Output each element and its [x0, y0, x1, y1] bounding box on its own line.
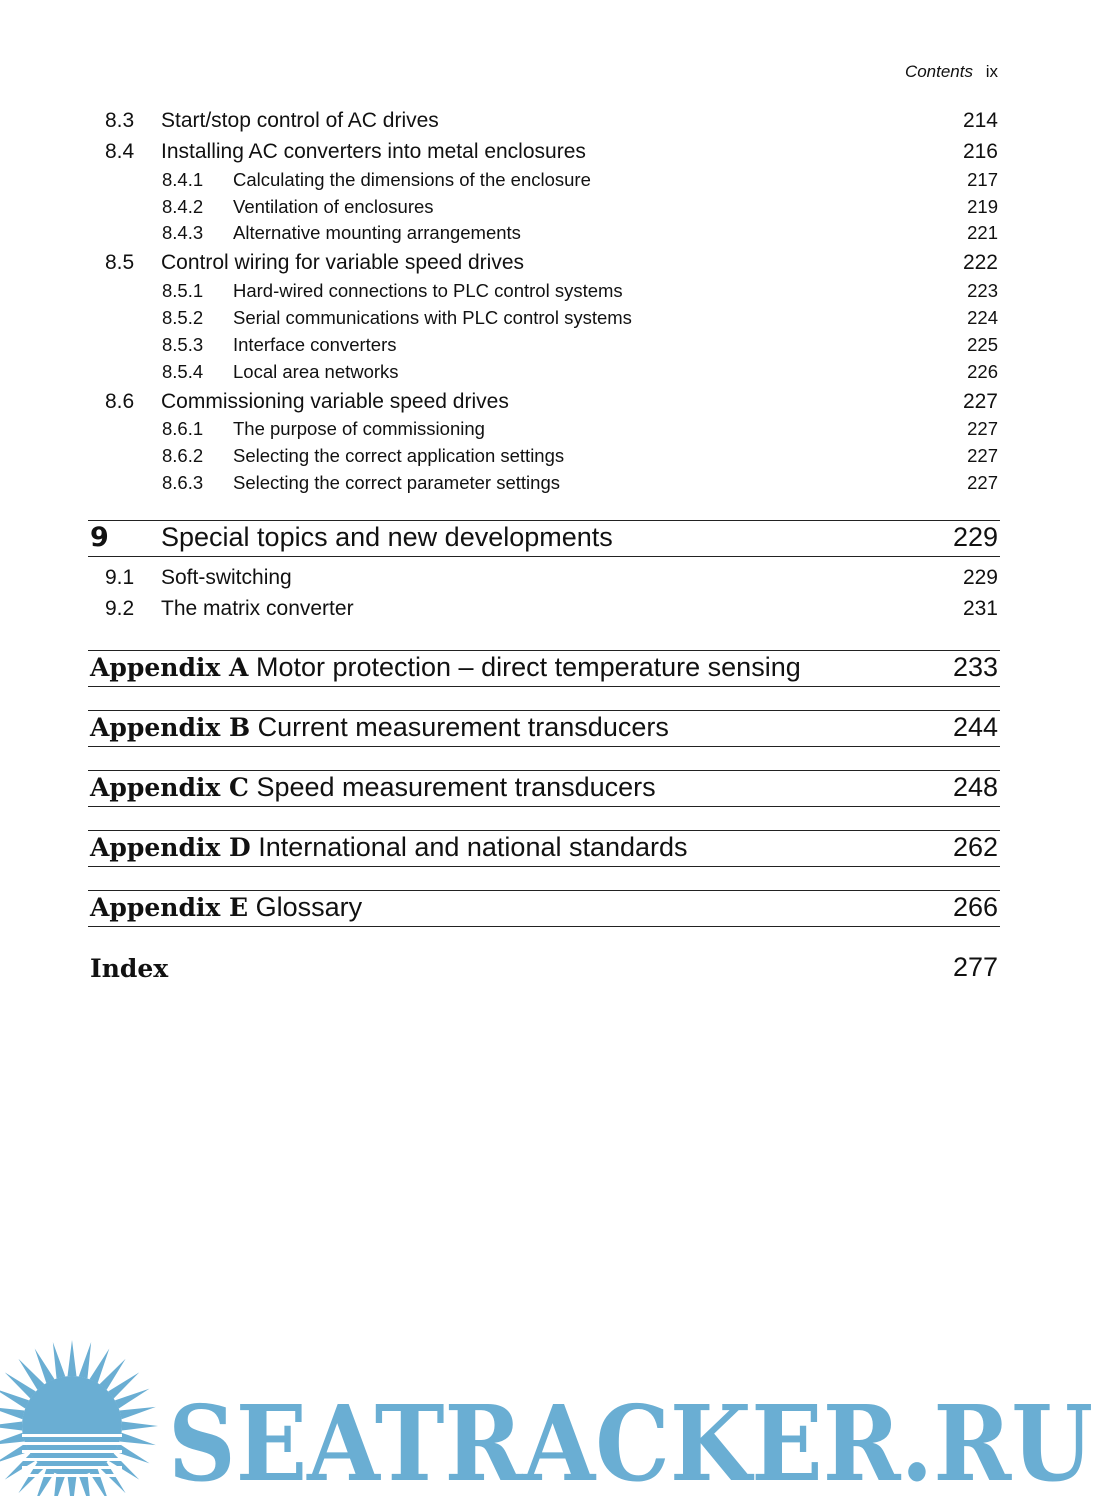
entry-page: 225 — [967, 333, 998, 355]
watermark — [0, 1330, 1106, 1496]
entry-page: 217 — [967, 168, 998, 190]
entry-title: Control wiring for variable speed drives — [161, 251, 524, 275]
toc-section-row[interactable] — [88, 108, 1000, 139]
appendix-heading[interactable] — [88, 710, 1000, 747]
toc-section-row[interactable] — [88, 565, 1000, 596]
entry-page: 216 — [962, 140, 998, 163]
chapter-page: 229 — [952, 521, 998, 552]
entry-title: Local area networks — [233, 360, 399, 382]
toc-subsection-row[interactable] — [88, 281, 1000, 308]
entry-page: 229 — [962, 565, 998, 589]
entry-number: 9.2 — [105, 596, 135, 620]
entry-number: 8.5.3 — [162, 333, 204, 355]
appendix-list — [88, 650, 1000, 927]
appendix-tag: Appendix E — [90, 892, 249, 922]
entry-number: 8.3 — [105, 109, 135, 132]
appendix-heading[interactable] — [88, 650, 1000, 687]
appendix-heading[interactable] — [88, 830, 1000, 867]
appendix-title: Speed measurement transducers — [256, 771, 656, 802]
appendix-page: 244 — [952, 711, 998, 742]
appendix-heading[interactable] — [88, 890, 1000, 927]
entry-title: Selecting the correct parameter settings — [233, 471, 560, 493]
entry-title: Selecting the correct application settings — [233, 445, 565, 467]
entry-page: 227 — [967, 471, 998, 493]
header-title: Contents — [904, 62, 973, 81]
appendix-page: 248 — [952, 771, 998, 802]
toc-subsection-row[interactable] — [88, 335, 1000, 362]
entry-number: 8.6.2 — [162, 445, 204, 467]
toc-section-row[interactable] — [88, 139, 1000, 170]
appendix-title: Glossary — [255, 891, 363, 922]
entry-number: 8.4.2 — [162, 195, 204, 217]
appendix-title: Motor protection – direct temperature sensing — [255, 651, 801, 682]
chapter-number: 9 — [90, 521, 109, 553]
appendix-page: 262 — [952, 831, 998, 862]
entry-page: 223 — [967, 280, 998, 302]
entry-number: 8.4.1 — [162, 168, 204, 190]
entry-page: 227 — [962, 389, 998, 413]
toc-subsection-row[interactable] — [88, 170, 1000, 197]
appendix-page: 266 — [952, 891, 998, 922]
entry-page: 219 — [967, 195, 998, 217]
entry-title: The matrix converter — [161, 596, 354, 620]
entry-number: 8.6 — [105, 389, 135, 413]
index-page: 277 — [952, 951, 998, 982]
index-label: Index — [90, 953, 169, 983]
appendix-title: International and national standards — [258, 831, 688, 862]
entry-title: Calculating the dimensions of the enclosure — [233, 168, 591, 190]
entry-page: 224 — [967, 306, 998, 328]
entry-page: 231 — [962, 596, 998, 620]
chapter-9-sections — [88, 565, 1000, 627]
appendix-heading[interactable] — [88, 770, 1000, 807]
sun-icon — [0, 1340, 158, 1496]
toc-section-row[interactable] — [88, 389, 1000, 420]
toc-subsection-row[interactable] — [88, 446, 1000, 473]
entry-page: 226 — [967, 360, 998, 382]
entry-title: Serial communications with PLC control systems — [233, 306, 632, 328]
entry-title: The purpose of commissioning — [233, 418, 485, 440]
chapter-8-sections — [88, 108, 1000, 500]
entry-title: Hard-wired connections to PLC control systems — [233, 280, 623, 302]
appendix-tag: Appendix C — [90, 772, 249, 802]
entry-title: Interface converters — [233, 333, 397, 355]
appendix-title-group — [90, 712, 669, 743]
entry-page: 227 — [967, 445, 998, 467]
running-header — [905, 62, 998, 82]
entry-number: 8.5 — [105, 251, 135, 275]
table-of-contents — [88, 108, 1000, 989]
entry-page: 222 — [962, 251, 998, 275]
entry-number: 8.6.1 — [162, 418, 204, 440]
entry-number: 8.4 — [105, 140, 135, 163]
entry-title: Installing AC converters into metal enclosures — [161, 140, 586, 163]
appendix-tag: Appendix D — [90, 832, 251, 862]
entry-title: Commissioning variable speed drives — [161, 389, 509, 413]
entry-number: 8.5.4 — [162, 360, 204, 382]
index-entry[interactable] — [88, 949, 1000, 989]
entry-page: 221 — [967, 222, 998, 244]
chapter-title: Special topics and new developments — [161, 521, 613, 552]
toc-subsection-row[interactable] — [88, 224, 1000, 251]
toc-subsection-row[interactable] — [88, 420, 1000, 447]
appendix-title-group — [90, 772, 656, 803]
entry-title: Ventilation of enclosures — [233, 195, 434, 217]
entry-number: 8.4.3 — [162, 222, 204, 244]
appendix-title-group — [90, 652, 801, 683]
toc-subsection-row[interactable] — [88, 473, 1000, 500]
entry-page: 227 — [967, 418, 998, 440]
entry-page: 214 — [962, 109, 998, 132]
toc-subsection-row[interactable] — [88, 197, 1000, 224]
appendix-tag: Appendix A — [90, 652, 249, 682]
entry-title: Start/stop control of AC drives — [161, 109, 439, 132]
header-page-number: ix — [985, 62, 998, 81]
entry-number: 8.5.2 — [162, 306, 204, 328]
entry-number: 9.1 — [105, 565, 135, 589]
entry-title: Alternative mounting arrangements — [233, 222, 521, 244]
appendix-title: Current measurement transducers — [257, 711, 669, 742]
toc-subsection-row[interactable] — [88, 308, 1000, 335]
appendix-title-group — [90, 832, 688, 863]
entry-title: Soft-switching — [161, 565, 292, 589]
toc-section-row[interactable] — [88, 596, 1000, 627]
entry-number: 8.6.3 — [162, 471, 204, 493]
appendix-title-group — [90, 892, 362, 923]
watermark-text: SEATRACKER.RU — [168, 1382, 1093, 1496]
chapter-9-heading[interactable] — [88, 520, 1000, 557]
toc-subsection-row[interactable] — [88, 362, 1000, 389]
toc-section-row[interactable] — [88, 250, 1000, 281]
appendix-page: 233 — [952, 651, 998, 682]
entry-number: 8.5.1 — [162, 280, 204, 302]
appendix-tag: Appendix B — [90, 712, 251, 742]
